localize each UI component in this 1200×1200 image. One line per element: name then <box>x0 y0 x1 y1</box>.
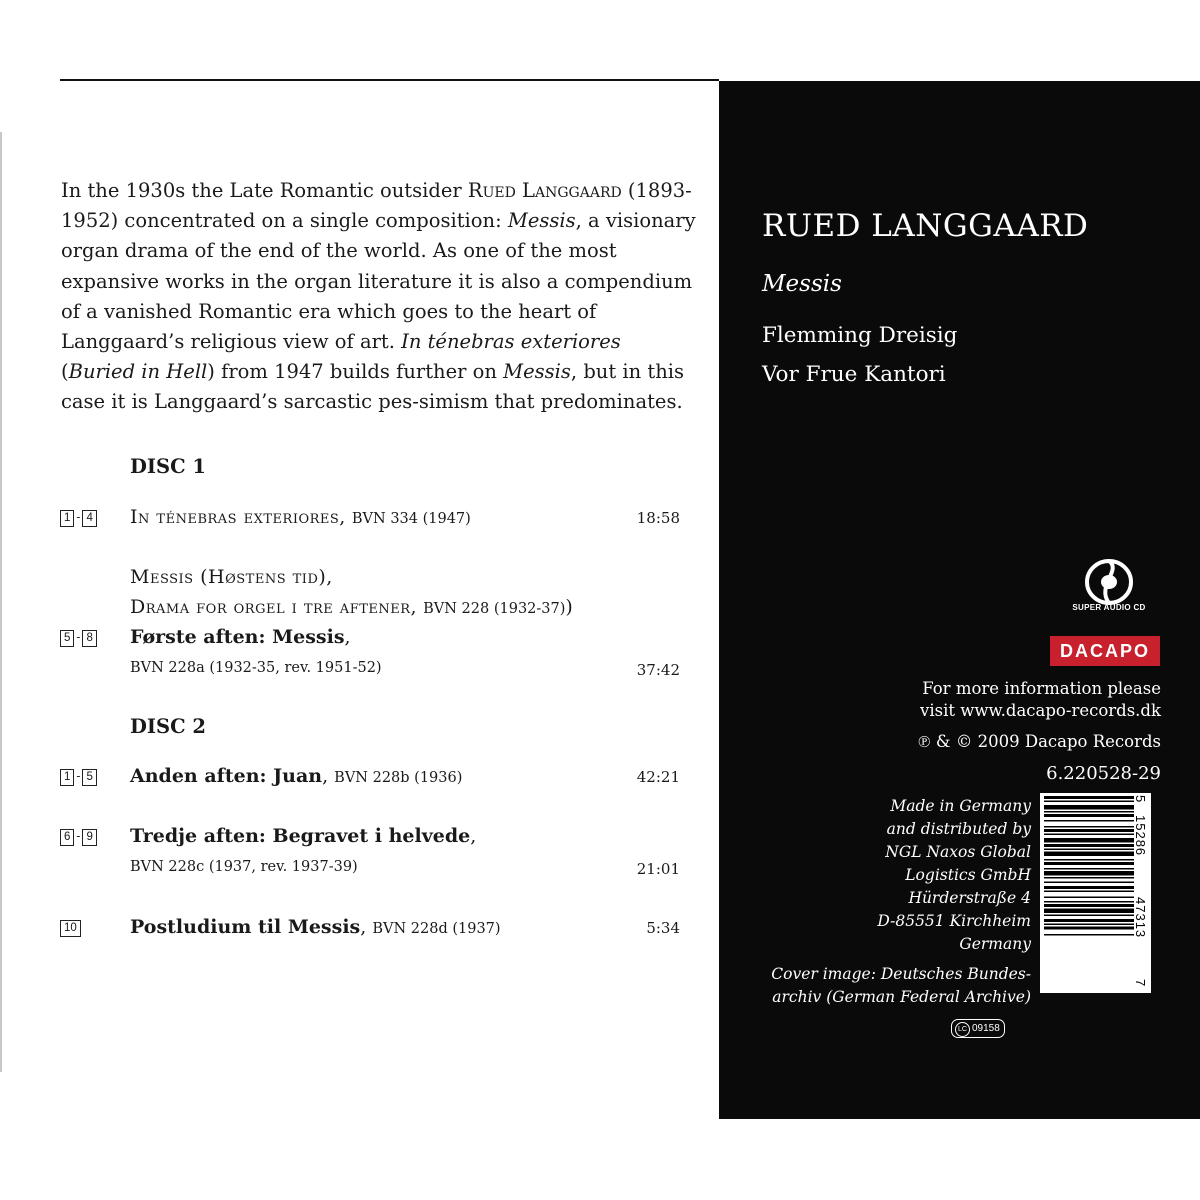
track-title: Anden aften: Juan <box>130 765 323 787</box>
intro-paragraph: In the 1930s the Late Romantic outsider Rued Langgaard (1893-1952) concentrated on a single composition: Messis, a visionary organ drama of the end of the world. As one of the most expansive works in the organ literature it is also a compendium of a vanished Romantic era which goes to the heart of Langgaard’s religious view of art. In ténebras exteriores (Buried in Hell) from 1947 builds further on Messis, but in this case it is Langgaard’s sarcastic pes-simism that predominates. <box>61 179 696 414</box>
sacd-label: SUPER AUDIO CD <box>1072 603 1146 612</box>
track-bvn: BVN 228a (1932-35, rev. 1951-52) <box>130 660 382 676</box>
composer-name: RUED LANGGAARD <box>762 208 1089 244</box>
catalog-number: 6.220528-29 <box>1046 763 1161 784</box>
work-bvn: BVN 228 (1932-37) <box>423 601 566 617</box>
dacapo-logo: DACAPO <box>1050 636 1160 666</box>
left-edge-line <box>0 132 2 1072</box>
track-duration: 21:01 <box>636 860 680 878</box>
track-numbers: 6 - 9 <box>60 829 97 846</box>
track-bvn: BVN 228c (1937, rev. 1937-39) <box>130 859 358 875</box>
disc-2-heading: DISC 2 <box>130 715 206 738</box>
lc-mark-icon: LC <box>955 1022 970 1037</box>
track-title: Tredje aften: Begravet i helvede <box>130 825 471 847</box>
track-bvn: BVN 228d (1937) <box>372 921 501 937</box>
barcode-digit-right: 5 <box>1133 795 1148 803</box>
back-cover-panel <box>719 81 1200 1119</box>
track-numbers: 5 - 8 <box>60 630 97 647</box>
track-duration: 18:58 <box>636 509 680 527</box>
disc-1-heading: DISC 1 <box>130 455 206 478</box>
track-title: In ténebras exteriores, <box>130 506 346 528</box>
top-rule <box>60 79 719 81</box>
barcode-digits-mid-2: 15286 <box>1133 815 1148 857</box>
track-bvn: BVN 228b (1936) <box>334 770 463 786</box>
track-bvn: BVN 334 (1947) <box>351 511 471 527</box>
track-numbers: 1 - 5 <box>60 769 97 786</box>
cover-credit: Cover image: Deutsches Bundes- archiv (German Federal Archive) <box>771 965 1031 1006</box>
track-duration: 37:42 <box>636 661 680 679</box>
track-numbers: 1 - 4 <box>60 510 97 527</box>
info-line-1: For more information please <box>922 679 1161 698</box>
label-code: LC 09158 <box>951 1019 1005 1038</box>
barcode-digits-mid-1: 47313 <box>1133 897 1148 939</box>
barcode-digit-left: 7 <box>1133 979 1148 987</box>
track-duration: 5:34 <box>646 919 680 937</box>
barcode <box>1040 793 1151 993</box>
work-title-line2: Drama for orgel i tre aftener, <box>130 596 418 618</box>
track-title: Postludium til Messis <box>130 916 361 938</box>
manufacturer-info: Made in Germany and distributed by NGL Naxos Global Logistics GmbH Hürderstraße 4 D-85551 Kirchheim Germany <box>877 797 1031 953</box>
work-title-line1: Messis (Høstens tid), <box>130 566 333 588</box>
track-duration: 42:21 <box>636 768 680 786</box>
track-title: Første aften: Messis <box>130 626 345 648</box>
performer-choir: Vor Frue Kantori <box>762 362 946 387</box>
track-numbers: 10 <box>60 920 81 937</box>
performer-organist: Flemming Dreisig <box>762 323 958 348</box>
copyright-line: ℗ & © 2009 Dacapo Records <box>918 732 1161 751</box>
info-line-2: visit www.dacapo-records.dk <box>920 701 1161 720</box>
work-title: Messis <box>762 271 842 297</box>
